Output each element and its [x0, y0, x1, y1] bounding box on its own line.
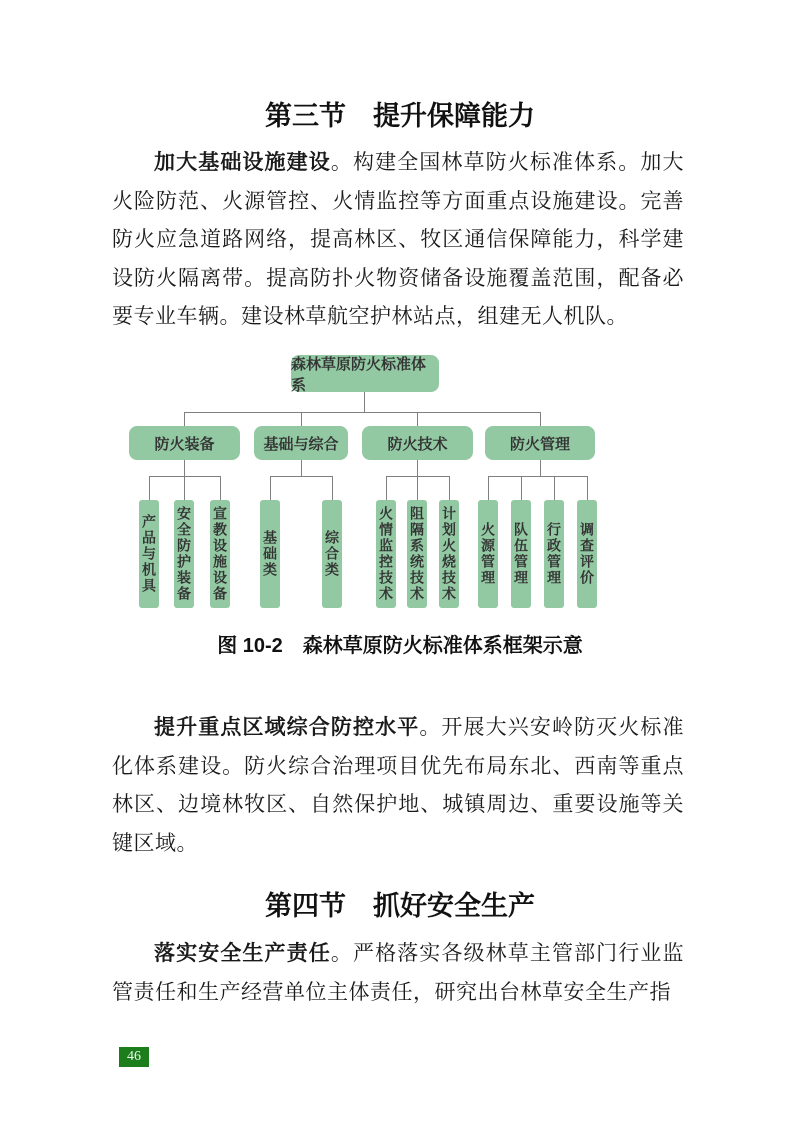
- section-4-title: 第四节 抓好安全生产: [265, 891, 535, 921]
- connector-line: [184, 460, 185, 476]
- org-leaf-box: 综合类: [322, 500, 342, 608]
- org-leaf-box: 火源管理: [478, 500, 498, 608]
- org-leaf-box: 阻隔系统技术: [407, 500, 427, 608]
- page-number-badge: 46: [119, 1047, 149, 1067]
- connector-line: [417, 476, 418, 500]
- connector-line: [149, 476, 150, 500]
- org-leaf-box: 调查评价: [577, 500, 597, 608]
- paragraph-body-text: 。严格落实各级林草主管部门行业监管责任和生产经营单位主体责任，研究出台林草安全生产指: [112, 941, 685, 1004]
- org-leaf-box: 计划火烧技术: [439, 500, 459, 608]
- org-leaf-box: 安全防护装备: [174, 500, 194, 608]
- org-leaf-box: 宣教设施设备: [210, 500, 230, 608]
- connector-line: [587, 476, 588, 500]
- connector-line: [521, 476, 522, 500]
- paragraph-key-regions: [112, 708, 684, 862]
- connector-line: [386, 476, 387, 500]
- connector-line: [417, 460, 418, 476]
- connector-line: [540, 460, 541, 476]
- org-chart-figure: [0, 350, 800, 612]
- connector-line: [184, 476, 185, 500]
- connector-line: [540, 412, 541, 426]
- org-leaf-box: 产品与机具: [139, 500, 159, 608]
- section-3-title: 第三节 提升保障能力: [265, 101, 535, 131]
- figure-caption: 图 10-2 森林草原防火标准体系框架示意: [217, 635, 583, 657]
- org-root-box: 森林草原防火标准体系: [291, 355, 439, 392]
- paragraph-lead-bold: 加大基础设施建设: [154, 150, 331, 174]
- connector-line: [184, 412, 540, 413]
- connector-line: [184, 412, 185, 426]
- paragraph-body-text: 。开展大兴安岭防灭火标准化体系建设。防火综合治理项目优先布局东北、西南等重点林区、边境林牧区、自然保护地、城镇周边、重要设施等关键区域。: [112, 715, 685, 855]
- connector-line: [301, 412, 302, 426]
- connector-line: [554, 476, 555, 500]
- connector-line: [488, 476, 587, 477]
- org-group-box-management: 防火管理: [485, 426, 595, 460]
- org-leaf-box: 队伍管理: [511, 500, 531, 608]
- org-leaf-box: 基础类: [260, 500, 280, 608]
- paragraph-safety-responsibility: [112, 934, 684, 1011]
- connector-line: [449, 476, 450, 500]
- org-group-box-equipment: 防火装备: [129, 426, 240, 460]
- connector-line: [301, 460, 302, 476]
- org-group-box-technology: 防火技术: [362, 426, 473, 460]
- paragraph-body-text: 。构建全国林草防火标准体系。加大火险防范、火源管控、火情监控等方面重点设施建设。完善防火应急道路网络，提高林区、牧区通信保障能力，科学建设防火隔离带。提高防扑火物资储备设施覆盖范围，配备必要专业车辆。建设林草航空护林站点，组建无人机队。: [112, 150, 685, 328]
- connector-line: [270, 476, 332, 477]
- connector-line: [220, 476, 221, 500]
- connector-line: [332, 476, 333, 500]
- connector-line: [270, 476, 271, 500]
- paragraph-lead-bold: 提升重点区域综合防控水平: [154, 715, 420, 739]
- connector-line: [417, 412, 418, 426]
- paragraph-lead-bold: 落实安全生产责任: [154, 941, 331, 965]
- org-leaf-box: 行政管理: [544, 500, 564, 608]
- paragraph-infrastructure: [112, 143, 684, 336]
- connector-line: [364, 392, 365, 412]
- connector-line: [488, 476, 489, 500]
- org-group-box-basics: 基础与综合: [254, 426, 348, 460]
- org-leaf-box: 火情监控技术: [376, 500, 396, 608]
